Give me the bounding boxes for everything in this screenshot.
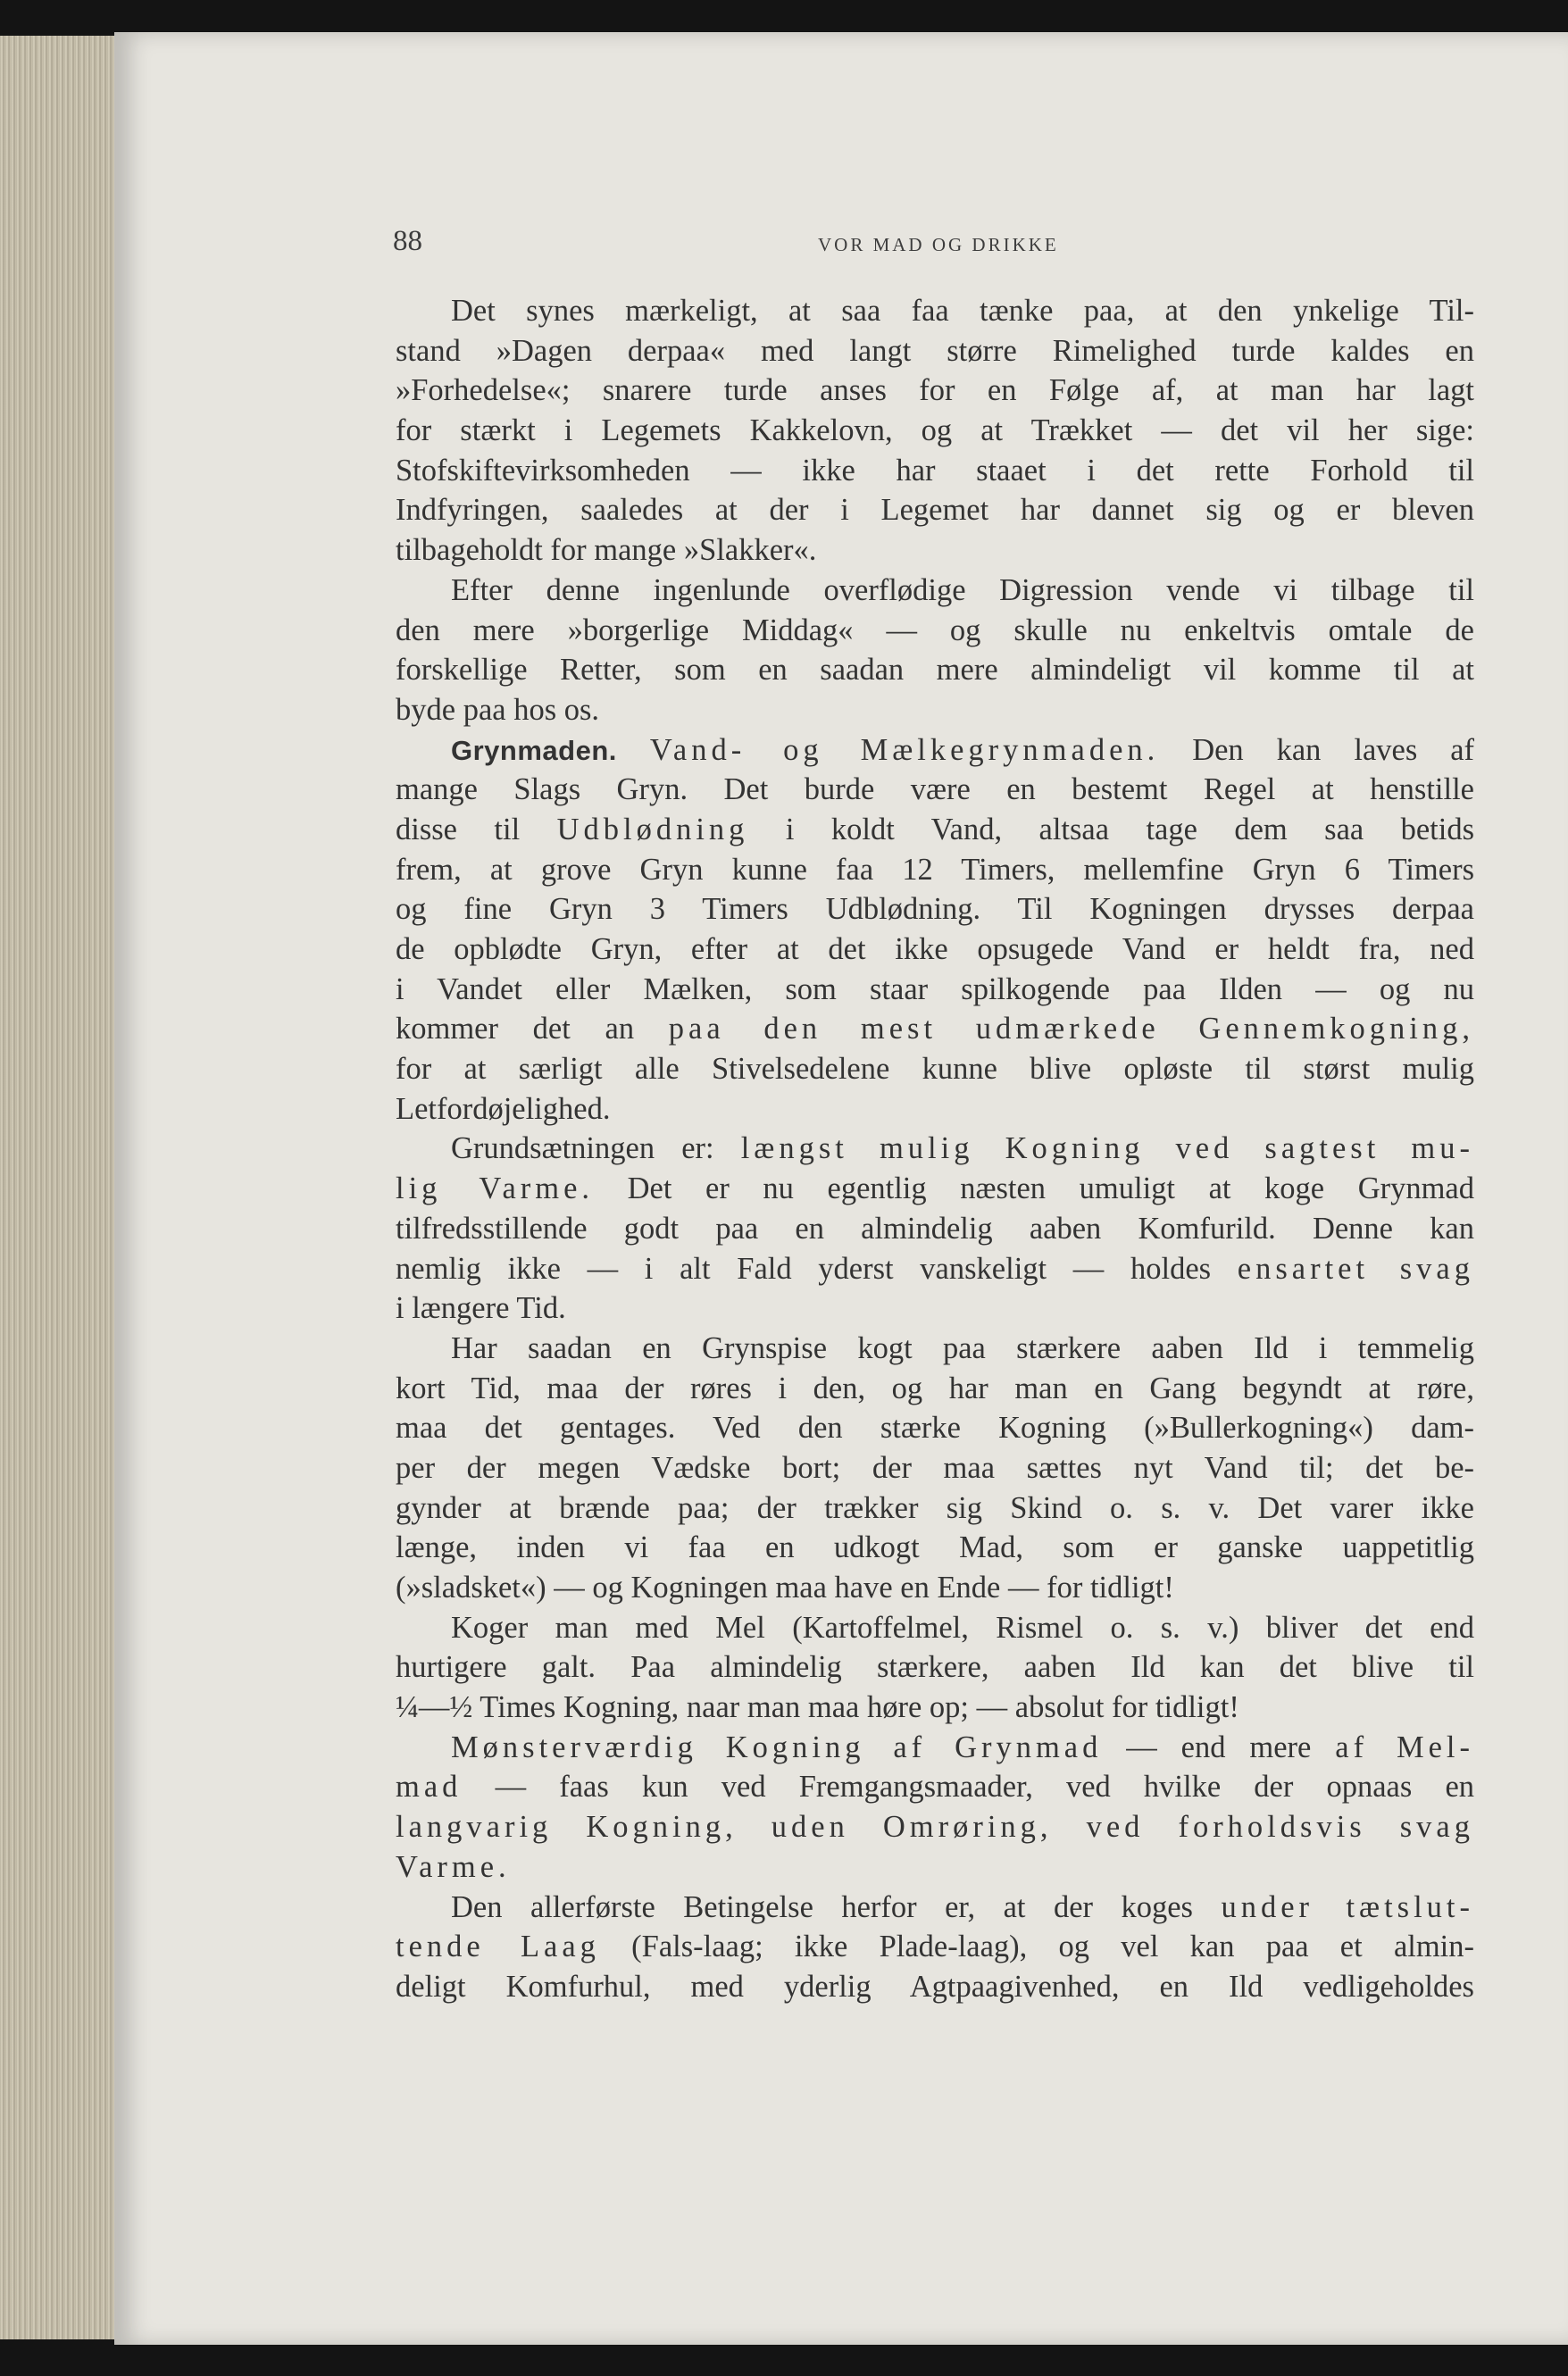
text-line: disse til Udblødning i koldt Vand, altsaa tage dem saa betids — [396, 812, 1475, 846]
text-line: kort Tid, maa der røres i den, og har man en Gang begyndt at røre, — [396, 1371, 1474, 1405]
text-line: »Forhedelse«; snarere turde anses for en Følge af, at man har lagt — [396, 373, 1474, 408]
text-line: Koger man med Mel (Kartoffelmel, Rismel o. s. v.) bliver det end — [451, 1610, 1474, 1645]
text-line: Indfyringen, saaledes at der i Legemet har dannet sig og er bleven — [396, 493, 1474, 528]
text-line: Efter denne ingenlunde overflødige Digression vende vi tilbage til — [451, 572, 1474, 607]
text-line: Varme. — [396, 1849, 511, 1884]
text-line: for at særligt alle Stivelsedelene kunne blive opløste til størst mulig — [396, 1052, 1474, 1087]
page-number: 88 — [393, 225, 422, 257]
text-line: for stærkt i Legemets Kakkelovn, og at Trækket — det vil her sige: — [396, 413, 1474, 448]
text-line: Den allerførste Betingelse herfor er, at der koges under tætslut- — [451, 1889, 1474, 1924]
text-line: i Vandet eller Mælken, som staar spilkogende paa Ilden — og nu — [396, 971, 1474, 1006]
text-line: byde paa hos os. — [396, 692, 600, 727]
text-line: lig Varme. Det er nu egentlig næsten umuligt at koge Grynmad — [396, 1171, 1474, 1206]
text-line: tilfredsstillende godt paa en almindelig aaben Komfurild. Denne kan — [396, 1211, 1474, 1246]
text-line: forskellige Retter, som en saadan mere almindeligt vil komme til at — [396, 653, 1474, 688]
text-line: Stofskiftevirksomheden — ikke har staaet i det rette Forhold til — [396, 453, 1474, 488]
text-line: maa det gentages. Ved den stærke Kogning (»Bullerkogning«) dam- — [396, 1411, 1474, 1446]
text-line: i længere Tid. — [396, 1291, 566, 1326]
text-line: og fine Gryn 3 Timers Udblødning. Til Kogningen drysses derpaa — [396, 892, 1474, 927]
spaced-title: Vand- og Mælkegrynmaden. — [649, 732, 1160, 767]
text-line: mad — faas kun ved Fremgangsmaader, ved hvilke der opnaas en — [396, 1770, 1475, 1805]
text-line: gynder at brænde paa; der trækker sig Skind o. s. v. Det varer ikke — [396, 1490, 1474, 1525]
running-head: VOR MAD OG DRIKKE — [818, 234, 1059, 255]
text-line: per der megen Vædske bort; der maa sættes nyt Vand til; det be- — [396, 1450, 1474, 1485]
text-line: mange Slags Gryn. Det burde være en bestemt Regel at henstille — [396, 772, 1474, 807]
text-line: (»sladsket«) — og Kogningen maa have en Ende — for tidligt! — [396, 1571, 1174, 1605]
text-line: ¼—½ Times Kogning, naar man maa høre op; — absolut for tidligt! — [396, 1690, 1239, 1725]
text-line: deligt Komfurhul, med yderlig Agtpaagivenhed, en Ild vedligeholdes — [396, 1969, 1474, 2004]
text-line: Grundsætningen er: længst mulig Kogning ved sagtest mu- — [451, 1131, 1474, 1166]
text-line: Det synes mærkeligt, at saa faa tænke paa, at den ynkelige Til- — [451, 294, 1474, 328]
text-fragment: Den kan laves af — [1192, 732, 1474, 767]
text-line: de opblødte Gryn, efter at det ikke opsugede Vand er heldt fra, ned — [396, 932, 1474, 966]
text-line: nemlig ikke — i alt Fald yderst vanskeligt — holdes ensartet svag — [396, 1251, 1474, 1286]
text-line: stand »Dagen derpaa« med langt større Rimelighed turde kaldes en — [396, 333, 1474, 368]
page-stack-edge — [0, 36, 116, 2339]
text-line: frem, at grove Gryn kunne faa 12 Timers, mellemfine Gryn 6 Timers — [396, 852, 1474, 887]
text-line: tende Laag (Fals-laag; ikke Plade-laag), og vel kan paa et almin- — [396, 1930, 1475, 1964]
text-line: Letfordøjelighed. — [396, 1091, 611, 1126]
text-line: hurtigere galt. Paa almindelig stærkere, aaben Ild kan det blive til — [396, 1650, 1474, 1685]
text-line: langvarig Kogning, uden Omrøring, ved forholdsvis svag — [396, 1810, 1474, 1845]
text-line: kommer det an paa den mest udmærkede Gennemkogning, — [396, 1012, 1474, 1046]
page-header — [393, 225, 1464, 261]
body-text — [396, 291, 1474, 2007]
text-line — [396, 730, 1474, 771]
text-line: Har saadan en Grynspise kogt paa stærkere aaben Ild i temmelig — [451, 1330, 1474, 1365]
text-line: den mere »borgerlige Middag« — og skulle nu enkeltvis omtale de — [396, 613, 1474, 647]
section-heading: Grynmaden. — [451, 734, 617, 766]
text-line: længe, inden vi faa en udkogt Mad, som er ganske uappetitlig — [396, 1530, 1474, 1565]
text-line: Mønsterværdig Kogning af Grynmad — end mere af Mel- — [451, 1730, 1475, 1764]
text-line: tilbageholdt for mange »Slakker«. — [396, 533, 817, 568]
